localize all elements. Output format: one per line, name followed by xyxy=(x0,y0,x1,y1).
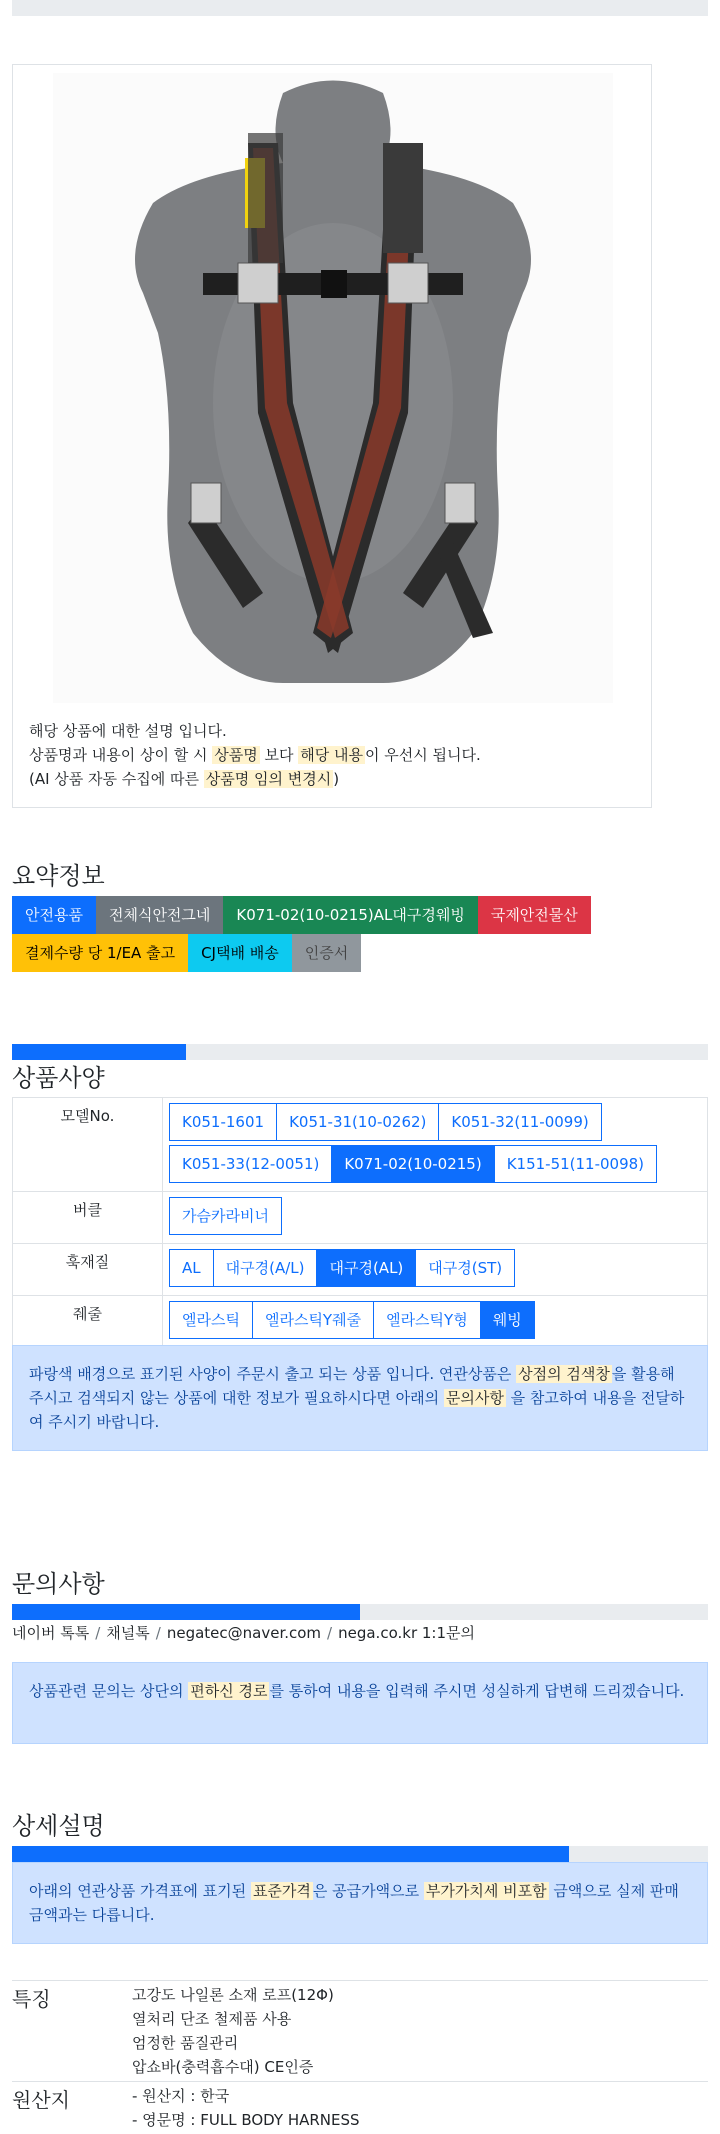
spec-row xyxy=(13,1192,708,1244)
detail-title: 상세설명 xyxy=(12,1812,105,1840)
features-row xyxy=(12,1981,708,2082)
option-group xyxy=(169,1103,701,1187)
summary-title: 요약정보 xyxy=(12,862,105,890)
spec-notice xyxy=(12,1345,708,1451)
detail-progress-bar xyxy=(12,1846,708,1862)
highlight-search: 상점의 검색창 xyxy=(518,1365,610,1383)
text: 파랑색 배경으로 표기된 사양이 주문시 출고 되는 상품 입니다. 연관상품은 xyxy=(29,1365,517,1383)
spec-option-button[interactable]: K151-51(11-0098) xyxy=(494,1145,657,1183)
spec-row xyxy=(13,1098,708,1192)
spec-option-button[interactable]: 대구경(ST) xyxy=(415,1249,515,1287)
spec-option-button[interactable]: 엘라스틱Y줴줄 xyxy=(252,1301,374,1339)
feature-item: 열처리 단조 철제품 사용 xyxy=(132,2010,292,2028)
spec-title: 상품사양 xyxy=(12,1064,105,1092)
email-link[interactable]: negatec@naver.com xyxy=(166,1624,322,1642)
origin-list xyxy=(132,2082,360,2134)
option-group xyxy=(169,1301,701,1343)
option-group xyxy=(169,1249,701,1291)
features-list xyxy=(132,1981,334,2081)
spec-option-button[interactable]: AL xyxy=(169,1249,214,1287)
inquiry-notice xyxy=(12,1662,708,1744)
spec-progress-bar xyxy=(12,1044,708,1060)
text: 이 우선시 됩니다. xyxy=(364,746,481,764)
top-divider-bar xyxy=(12,0,708,16)
spec-options xyxy=(163,1244,708,1296)
highlight-inquiry: 문의사항 xyxy=(445,1389,504,1407)
description-line-1: 해당 상품에 대한 설명 입니다. xyxy=(29,722,227,740)
certificate-badge[interactable]: 인증서 xyxy=(292,934,361,972)
spec-label: 훅재질 xyxy=(13,1244,163,1296)
spec-option-button[interactable]: 대구경(AL) xyxy=(316,1249,416,1287)
text: 을 참고하여 내용을 전달하여 주시기 바랍니다. xyxy=(29,1389,685,1431)
separator: / xyxy=(95,1624,101,1642)
highlight-name-change: 상품명 임의 변경시 xyxy=(205,770,332,788)
text: (AI 상품 자동 수집에 따른 xyxy=(29,770,204,788)
spec-option-button[interactable]: 엘라스틱Y형 xyxy=(373,1301,481,1339)
text: ) xyxy=(333,770,340,788)
spec-label: 모델No. xyxy=(13,1098,163,1192)
origin-label: 원산지 xyxy=(12,2088,70,2112)
text: 보다 xyxy=(259,746,299,764)
spec-option-button[interactable]: K051-31(10-0262) xyxy=(276,1103,439,1141)
spec-table xyxy=(12,1097,708,1348)
spec-row xyxy=(13,1244,708,1296)
spec-row xyxy=(13,1296,708,1348)
channel-talk-link[interactable]: 채널톡 xyxy=(106,1624,150,1642)
model-badge[interactable]: K071-02(10-0215)AL대구경웨빙 xyxy=(223,896,477,934)
delivery-badge: CJ택배 배송 xyxy=(188,934,292,972)
separator: / xyxy=(327,1624,333,1642)
features-table xyxy=(12,1980,708,2134)
naver-talk-link[interactable]: 네이버 톡톡 xyxy=(12,1624,90,1642)
spec-options xyxy=(163,1098,708,1192)
progress-fill xyxy=(12,1846,569,1862)
detail-notice xyxy=(12,1862,708,1944)
option-group xyxy=(169,1197,701,1239)
highlight-content: 해당 내용 xyxy=(300,746,363,764)
feature-item: 고강도 나일론 소재 로프(12Φ) xyxy=(132,1986,334,2004)
spec-option-button[interactable]: K051-1601 xyxy=(169,1103,277,1141)
text: 은 공급가액으로 xyxy=(312,1882,424,1900)
text: 을 활용해 주시고 검색되지 않는 상품에 대한 정보가 필요하시다면 아래의 xyxy=(29,1365,675,1407)
feature-item: 압쇼바(충력흡수대) CE인증 xyxy=(132,2058,314,2076)
spec-options xyxy=(163,1192,708,1244)
product-description xyxy=(29,719,481,791)
spec-label: 줴줄 xyxy=(13,1296,163,1348)
origin-item: - 영문명 : FULL BODY HARNESS xyxy=(132,2111,360,2129)
inquiry-progress-bar xyxy=(12,1604,708,1620)
spec-option-button[interactable]: 웨빙 xyxy=(480,1301,535,1339)
summary-badges-row-1 xyxy=(12,896,632,934)
inquiry-title: 문의사항 xyxy=(12,1570,105,1598)
spec-option-button[interactable]: 대구경(A/L) xyxy=(213,1249,318,1287)
product-image-card xyxy=(12,64,652,808)
highlight-standard-price: 표준가격 xyxy=(252,1882,311,1900)
spec-option-button[interactable]: K071-02(10-0215) xyxy=(331,1145,494,1183)
feature-item: 엄정한 품질관리 xyxy=(132,2034,239,2052)
spec-option-button[interactable]: 엘라스틱 xyxy=(169,1301,253,1339)
origin-row xyxy=(12,2082,708,2134)
spec-option-button[interactable]: 가슴카라비너 xyxy=(169,1197,282,1235)
features-label: 특징 xyxy=(12,1987,51,2011)
category-badge[interactable]: 안전용품 xyxy=(12,896,96,934)
text: 상품명과 내용이 상이 할 시 xyxy=(29,746,213,764)
shipping-qty-badge: 결제수량 당 1/EA 출고 xyxy=(12,934,188,972)
text: 상품관련 문의는 상단의 xyxy=(29,1682,189,1700)
harness-product-image xyxy=(53,73,613,703)
subcategory-badge[interactable]: 전체식안전그네 xyxy=(96,896,223,934)
text: 아래의 연관상품 가격표에 표기된 xyxy=(29,1882,251,1900)
summary-badges-row-2 xyxy=(12,934,632,972)
description-line-3 xyxy=(29,767,481,791)
spec-option-button[interactable]: K051-32(11-0099) xyxy=(438,1103,601,1141)
site-inquiry-link[interactable]: nega.co.kr 1:1문의 xyxy=(338,1624,475,1642)
origin-item: - 원산지 : 한국 xyxy=(132,2087,230,2105)
text: 를 통하여 내용을 입력해 주시면 성실하게 답변해 드리겠습니다. xyxy=(269,1682,685,1700)
separator: / xyxy=(155,1624,161,1642)
highlight-product-name: 상품명 xyxy=(214,746,258,764)
text: 금액으로 실제 판매금액과는 다릅니다. xyxy=(29,1882,679,1924)
spec-label: 버클 xyxy=(13,1192,163,1244)
inquiry-links xyxy=(12,1622,475,1643)
highlight-vat-excluded: 부가가치세 비포함 xyxy=(425,1882,547,1900)
spec-option-button[interactable]: K051-33(12-0051) xyxy=(169,1145,332,1183)
maker-badge[interactable]: 국제안전물산 xyxy=(478,896,591,934)
spec-options xyxy=(163,1296,708,1348)
progress-fill xyxy=(12,1604,360,1620)
description-line-2 xyxy=(29,743,481,767)
highlight-route: 편하신 경로 xyxy=(190,1682,268,1700)
